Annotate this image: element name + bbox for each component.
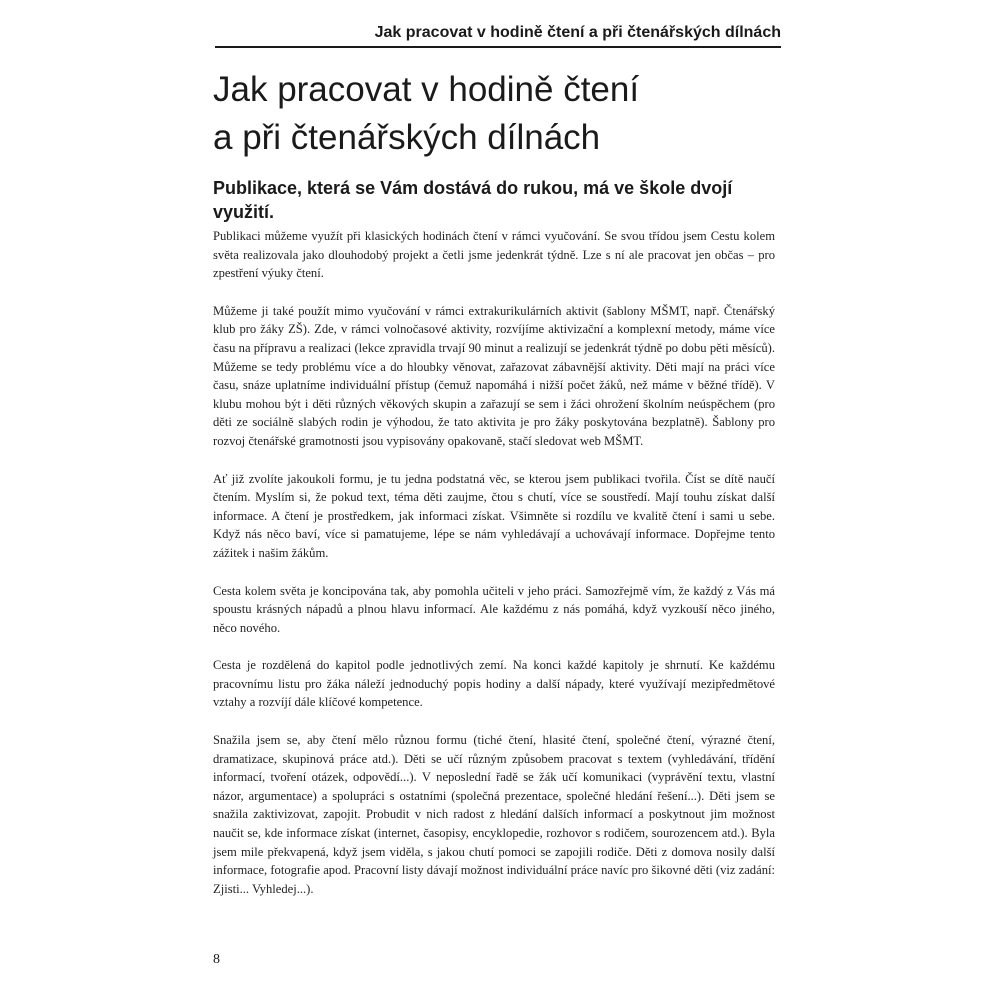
running-header: Jak pracovat v hodině čtení a při čtenářských dílnách	[215, 24, 781, 48]
paragraph-2: Můžeme ji také použít mimo vyučování v rámci extrakurikulárních aktivit (šablony MŠMT, např. Čtenářský klub pro žáky ZŠ). Zde, v rámci volnočasové aktivity, rozvíjíme aktivizační a komplexní metody, máme více času na přípravu a realizaci (lekce zpravidla trvají 90 minut a realizují se jedenkrát týdně po dobu pěti měsíců). Můžeme se tedy problému více a do hloubky věnovat, zařazovat zábavnější aktivity. Děti mají na práci více času, snáze uplatníme individuální přístup (čemuž napomáhá i nižší počet žáků, než máme v běžné třídě). V klubu mohou být i děti různých věkových skupin a zařazují se sem i žáci ohrožení školním neúspěchem (pro děti ze sociálně slabých rodin je výhodou, že tato aktivita je pro žáky poskytována bezplatně). Šablony pro rozvoj čtenářské gramotnosti jsou vypisovány opakovaně, stačí sledovat web MŠMT.	[213, 303, 775, 448]
paragraph-5: Cesta je rozdělená do kapitol podle jednotlivých zemí. Na konci každé kapitoly je shrnutí. Ke každému pracovnímu listu pro žáka náleží jednoduchý popis hodiny a další nápady, které využívají mezipředmětové vztahy a rozvíjí dále klíčové kompetence.	[213, 658, 775, 710]
paragraph-1: Publikaci můžeme využít při klasických hodinách čtení v rámci vyučování. Se svou třídou jsem Cestu kolem světa realizovala jako dlouhodobý projekt a četli jsme jedenkrát týdně. Lze s ní ale pracovat jen občas – pro zpestření výuky čtení.	[213, 229, 775, 281]
page-number: 8	[213, 952, 220, 967]
subtitle: Publikace, která se Vám dostává do rukou, má ve škole dvojí využití.	[213, 178, 733, 222]
paragraph-3: Ať již zvolíte jakoukoli formu, je tu jedna podstatná věc, se kterou jsem publikaci tvořila. Číst se dítě naučí čtením. Myslím si, že pokud text, téma děti zaujme, čtou s chutí, více se soustředí. Mají touhu získat další informace. A čtení je prostředkem, jak informaci získat. Všimněte si rozdílu ve kvalitě čtení i sami u sebe. Když nás něco baví, více si pamatujeme, lépe se nám vyhledávají a uchovávají informace. Dopřejme tento zážitek i našim žákům.	[213, 471, 775, 560]
title-line-1: Jak pracovat v hodině čtení	[213, 70, 640, 109]
paragraph-6: Snažila jsem se, aby čtení mělo různou formu (tiché čtení, hlasité čtení, společné čtení, výrazné čtení, dramatizace, skupinová práce atd.). Děti se učí různým způsobem pracovat s textem (vyhledávání, třídění informací, tvoření otázek, odpovědí...). V neposlední řadě se žák učí komunikaci (vyprávění textu, vlastní názor, argumentace) a spolupráci s ostatními (společná prezentace, společné hledání řešení...). Děti jsem se snažila zaktivizovat, zapojit. Probudit v nich radost z hledání dalších informací a poskytnout jim možnost naučit se, kde informace získat (internet, časopisy, encyklopedie, rozhovor s rodičem, sourozencem atd.). Byla jsem mile překvapená, když jsem viděla, s jakou chutí pomoci se zapojili rodiče. Děti z domova nosily další informace, fotografie apod. Pracovní listy dávají možnost individuální práce navíc pro šikovné děti (viz zadání: Zjisti... Vyhledej...).	[213, 733, 775, 896]
title-line-2: a při čtenářských dílnách	[213, 118, 601, 157]
body-text	[213, 227, 775, 917]
page-title	[213, 66, 793, 162]
paragraph-4: Cesta kolem světa je koncipována tak, aby pomohla učiteli v jeho práci. Samozřejmě vím, že každý z Vás má spoustu krásných nápadů a plnou hlavu informací. Ale každému z nás pomáhá, když vyzkouší něco jiného, něco nového.	[213, 583, 775, 635]
